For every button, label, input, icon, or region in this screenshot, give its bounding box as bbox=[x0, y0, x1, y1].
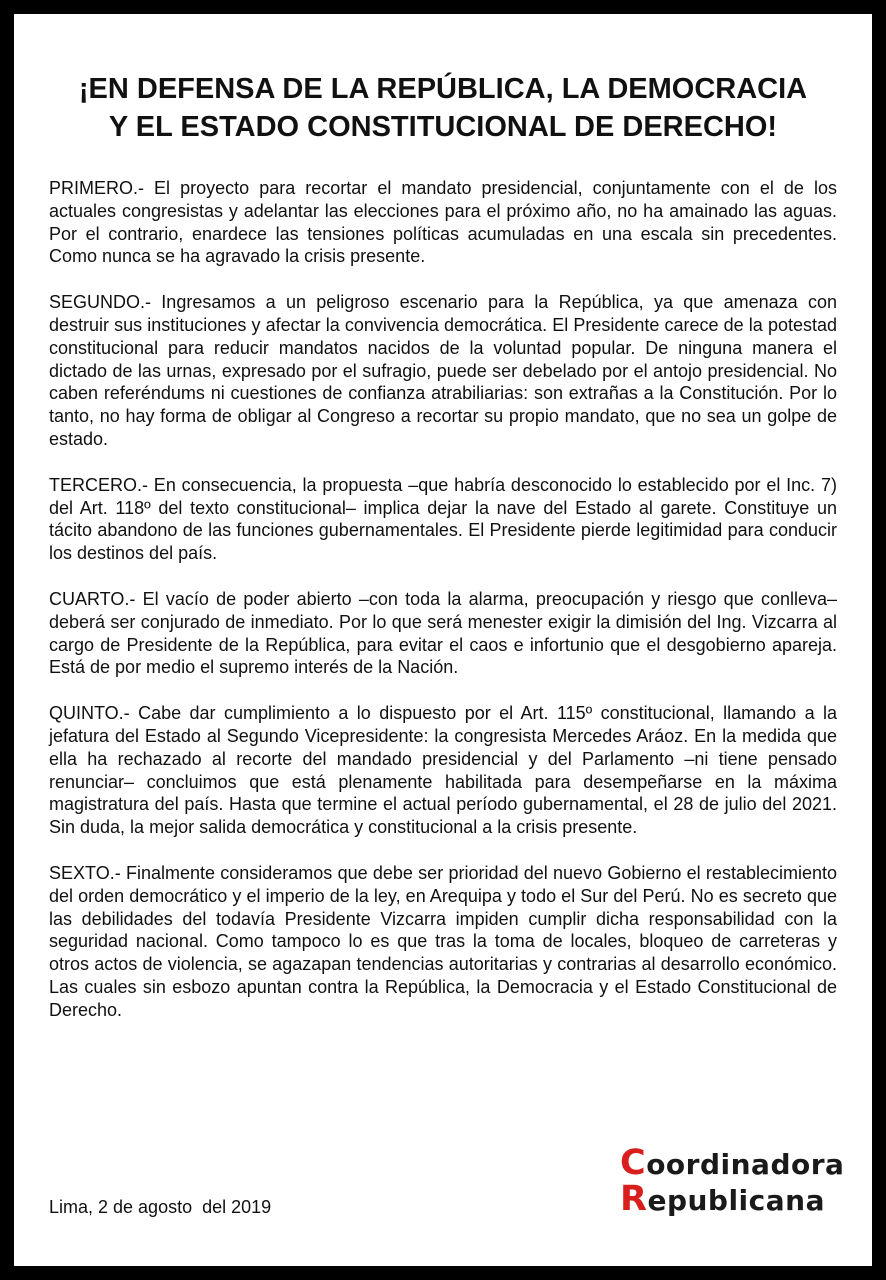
logo-initial-r: R bbox=[620, 1179, 648, 1219]
paragraph-primero: PRIMERO.- El proyecto para recortar el mandato presidencial, conjuntamente con el de los actuales congresistas y adelantar las elecciones para el próximo año, no ha amainado las aguas. Por el contrario, enardece las tensiones políticas acumuladas en una escala sin precedentes. Como nunca se ha agravado la crisis presente. bbox=[49, 178, 837, 267]
paragraph-tercero: TERCERO.- En consecuencia, la propuesta –que habría desconocido lo establecido por el Inc. 7) del Art. 118º del texto constitucional– implica dejar la nave del Estado al garete. Constituye un tácito abandono de las funciones gubernamentales. El Presidente pierde legitimidad para conducir los destinos del país. bbox=[49, 474, 837, 564]
paragraph-segundo: SEGUNDO.- Ingresamos a un peligroso escenario para la República, ya que amenaza con destruir sus instituciones y afectar la convivencia democrática. El Presidente carece de la potestad constitucional para reducir mandatos nacidos de la voluntad popular. De ninguna manera el dictado de las urnas, expresado por el sufragio, puede ser debelado por el antojo presidencial. No caben referéndums ni cuestiones de confianza atrabiliarias: son extrañas a la Constitución. Por lo tanto, no hay forma de obligar al Congreso a recortar su propio mandato, que no sea un golpe de estado. bbox=[49, 292, 837, 449]
title-line-2: Y EL ESTADO CONSTITUCIONAL DE DERECHO! bbox=[108, 111, 778, 143]
paragraph-quinto: QUINTO.- Cabe dar cumplimiento a lo dispuesto por el Art. 115º constitucional, llamando a la jefatura del Estado al Segundo Vicepresidente: la congresista Mercedes Aráoz. En la medida que ella ha rechazado al recorte del mandado presidencial y del Parlamento –ni tiene pensado renunciar– concluimos que está plenamente habilitada para desempeñarse en la máxima magistratura del país. Hasta que termine el actual período gubernamental, el 28 de julio del 2021. Sin duda, la mejor salida democrática y constitucional a la crisis presente. bbox=[49, 703, 837, 838]
logo-line-1 bbox=[620, 1143, 845, 1183]
logo-text-1: oordinadora bbox=[646, 1148, 845, 1181]
coordinadora-republicana-logo bbox=[620, 1143, 845, 1219]
title-line-1: ¡EN DEFENSA DE LA REPÚBLICA, LA DEMOCRACIA bbox=[78, 73, 808, 105]
paragraph-sexto: SEXTO.- Finalmente consideramos que debe ser prioridad del nuevo Gobierno el restablecimiento del orden democrático y el imperio de la ley, en Arequipa y todo el Sur del Perú. No es secreto que las debilidades del todavía Presidente Vizcarra impiden cumplir dicha responsabilidad con la seguridad nacional. Como tampoco lo es que tras la toma de locales, bloqueo de carreteras y otros actos de violencia, se agazapan tendencias autoritarias y contrarias al desarrollo económico. Las cuales sin esbozo apuntan contra la República, la Democracia y el Estado Constitucional de Derecho. bbox=[49, 862, 837, 1020]
logo-initial-c: C bbox=[620, 1143, 647, 1183]
date-line: Lima, 2 de agosto del 2019 bbox=[49, 1197, 272, 1217]
logo-line-2 bbox=[620, 1179, 844, 1219]
logo-text-2: epublicana bbox=[647, 1184, 825, 1217]
paragraph-cuarto: CUARTO.- El vacío de poder abierto –con toda la alarma, preocupación y riesgo que conlleva– deberá ser conjurado de inmediato. Por lo que será menester exigir la dimisión del Ing. Vizcarra al cargo de Presidente de la República, para evitar el caos e infortunio que el desgobierno apareja. Está de por medio el supremo interés de la Nación. bbox=[49, 588, 837, 678]
document-page bbox=[14, 14, 872, 1266]
page-title bbox=[34, 70, 852, 146]
document-body bbox=[49, 177, 837, 1045]
